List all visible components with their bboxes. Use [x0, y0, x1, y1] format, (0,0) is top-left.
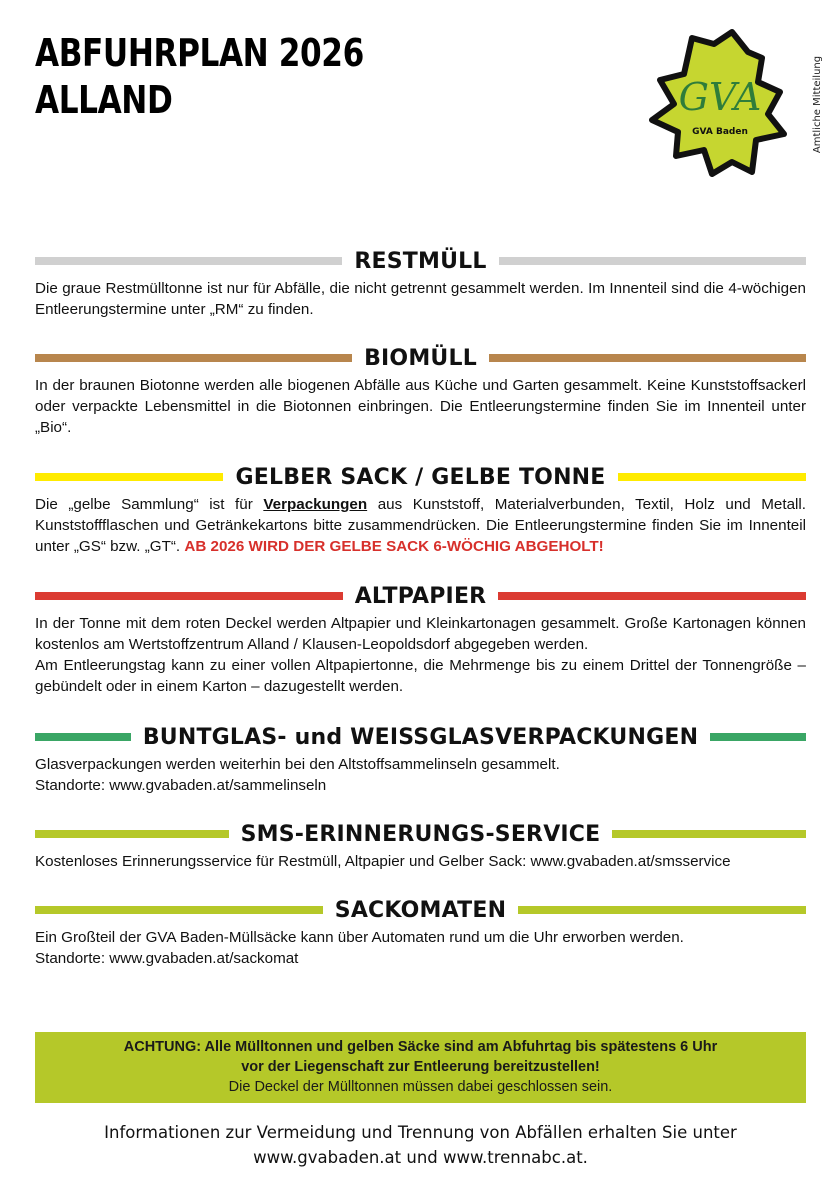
section-heading: [35, 581, 806, 611]
notice-line-2: vor der Liegenschaft zur Entleerung bereitzustellen!: [241, 1059, 600, 1075]
notice-line-3: Die Deckel der Mülltonnen müssen dabei geschlossen sein.: [228, 1079, 613, 1095]
section-text: In der braunen Biotonne werden alle biogenen Abfälle aus Küche und Garten gesammelt. Keine Kunststoffsackerl oder verpackte Lebensmittel in die Biotonnen einbringen. Die Entleerungstermine finden Sie im Innenteil unter „Bio“.: [35, 377, 806, 436]
section-text: [35, 494, 806, 557]
section-title: SACKOMATEN: [334, 897, 507, 923]
section-text: Standorte: www.gvabaden.at/sammelinseln: [35, 777, 327, 794]
heading-bar: [498, 592, 806, 600]
heading-bar: [489, 354, 806, 362]
section-text: Standorte: www.gvabaden.at/sackomat: [35, 950, 299, 967]
section-heading: [35, 246, 806, 276]
section-sms-service: [35, 819, 806, 872]
section-title: SMS-ERINNERUNGS-SERVICE: [240, 821, 601, 847]
section-altpapier: [35, 581, 806, 697]
section-body: [35, 278, 806, 320]
section-body: [35, 613, 806, 697]
section-heading: [35, 722, 806, 752]
section-title: ALTPAPIER: [354, 583, 487, 609]
heading-bar: [35, 733, 131, 741]
section-body: [35, 494, 806, 557]
heading-bar: [35, 473, 223, 481]
heading-bar: [518, 906, 806, 914]
heading-bar: [35, 830, 229, 838]
text-part: Die „gelbe Sammlung“ ist für: [35, 496, 264, 513]
section-text: Am Entleerungstag kann zu einer vollen Altpapiertonne, die Mehrmenge bis zu einem Drittel der Tonnengröße – gebündelt oder in einem Karton – dazugestellt werden.: [35, 657, 806, 695]
section-body: [35, 927, 806, 969]
section-text: Die graue Restmülltonne ist nur für Abfälle, die nicht getrennt gesammelt werden. Im Innenteil sind die 4-wöchigen Entleerungstermine unter „RM“ zu finden.: [35, 280, 806, 318]
section-title: BUNTGLAS- und WEISSGLASVERPACKUNGEN: [142, 724, 699, 750]
section-text: Kostenloses Erinnerungsservice für Restmüll, Altpapier und Gelber Sack: www.gvabaden.at/smsservice: [35, 853, 731, 870]
section-heading: [35, 895, 806, 925]
section-heading: [35, 819, 806, 849]
title-line-1: ABFUHRPLAN 2026: [35, 31, 364, 75]
underlined-term: Verpackungen: [263, 496, 368, 513]
logo-subtext: GVA Baden: [692, 127, 748, 137]
heading-bar: [612, 830, 806, 838]
notice-box: [35, 1032, 806, 1103]
section-text: Glasverpackungen werden weiterhin bei den Altstoffsammelinseln gesammelt.: [35, 756, 560, 773]
side-note-text: Amtliche Mitteilung: [812, 55, 824, 153]
section-title: BIOMÜLL: [364, 345, 477, 371]
title-line-2: ALLAND: [35, 78, 173, 122]
footer-line-1: Informationen zur Vermeidung und Trennung von Abfällen erhalten Sie unter: [104, 1123, 737, 1142]
side-note: [809, 40, 827, 168]
section-biomuell: [35, 343, 806, 438]
text-part: aus Kunststoff, Materialverbunden, Textil, Holz und Metall. Kunststoffflaschen und Getränkekartons bitte zusammendrücken. Die Entleerungstermine finden Sie im Innenteil unter „GS“ bzw. „GT“.: [35, 496, 806, 555]
notice-line-1: ACHTUNG: Alle Mülltonnen und gelben Säcke sind am Abfuhrtag bis spätestens 6 Uhr: [123, 1039, 718, 1055]
gva-baden-logo: [648, 22, 788, 182]
heading-bar: [35, 354, 352, 362]
section-sackomaten: [35, 895, 806, 969]
page-title: [35, 30, 364, 124]
alert-text: AB 2026 WIRD DER GELBE SACK 6-WÖCHIG ABGEHOLT!: [184, 538, 604, 555]
logo-wordmark: GVA: [678, 75, 762, 119]
section-gelber-sack: [35, 462, 806, 557]
footer-line-2: www.gvabaden.at und www.trennabc.at.: [253, 1148, 588, 1167]
heading-bar: [499, 257, 806, 265]
heading-bar: [618, 473, 806, 481]
section-body: [35, 375, 806, 438]
section-glas: [35, 722, 806, 796]
footer-info: [35, 1120, 806, 1170]
section-body: [35, 754, 806, 796]
section-title: RESTMÜLL: [354, 248, 487, 274]
section-body: [35, 851, 806, 872]
section-heading: [35, 462, 806, 492]
section-title: GELBER SACK / GELBE TONNE: [235, 464, 606, 490]
section-restmuell: [35, 246, 806, 320]
section-text: In der Tonne mit dem roten Deckel werden Altpapier und Kleinkartonagen gesammelt. Große Kartonagen können kostenlos am Wertstoffzentrum Alland / Klausen-Leopoldsdorf abgegeben werden.: [35, 615, 806, 653]
heading-bar: [35, 592, 343, 600]
heading-bar: [35, 257, 342, 265]
heading-bar: [710, 733, 806, 741]
section-heading: [35, 343, 806, 373]
section-text: Ein Großteil der GVA Baden-Müllsäcke kann über Automaten rund um die Uhr erworben werden.: [35, 929, 684, 946]
heading-bar: [35, 906, 323, 914]
